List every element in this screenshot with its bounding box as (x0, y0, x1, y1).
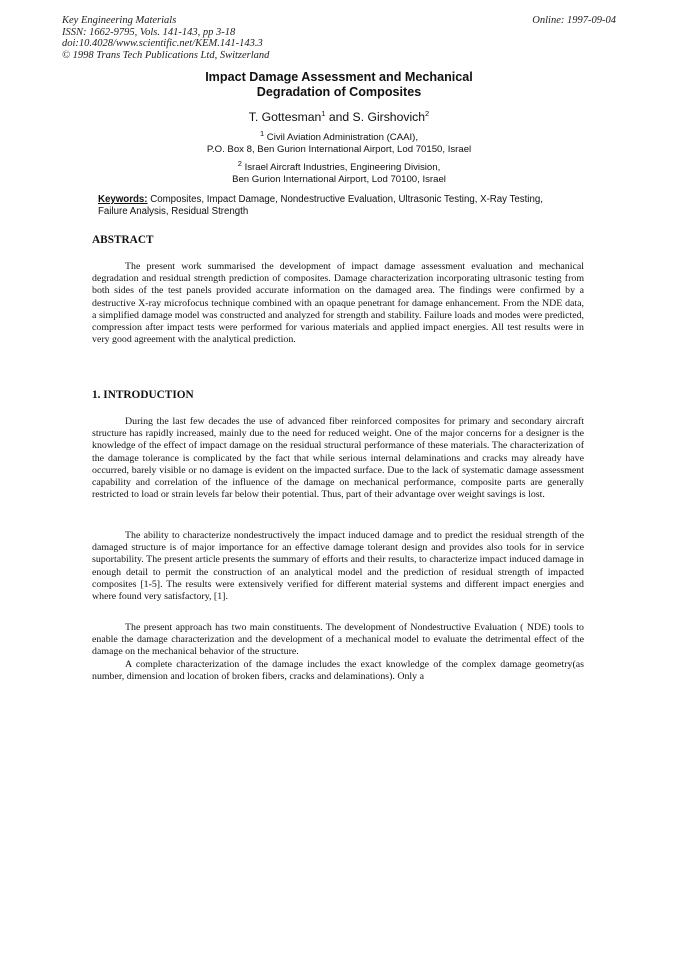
author-2-affiliation-mark: 2 (425, 108, 430, 118)
keywords-list: Composites, Impact Damage, Nondestructive Evaluation, Ultrasonic Testing, X-Ray Testing, Failure Analysis, Residual Strength (98, 194, 543, 217)
introduction-heading: 1. INTRODUCTION (92, 389, 194, 401)
author-1-affiliation-mark: 1 (321, 108, 326, 118)
author-2: and S. Girshovich (325, 110, 426, 124)
online-date: Online: 1997-09-04 (532, 15, 616, 26)
abstract-heading: ABSTRACT (92, 234, 154, 246)
keywords (98, 194, 568, 217)
author-1: T. Gottesman (248, 110, 322, 124)
intro-paragraph-4: A complete characterization of the damage includes the exact knowledge of the complex damage geometry(as number, dimension and location of broken fibers, cracks and delaminations). Only a (92, 659, 584, 683)
author-list (0, 110, 678, 124)
abstract-text: The present work summarised the development of impact damage assessment evaluation and mechanical degradation and residual strength prediction of composites. Damage characterization incorporating ultrasonic testing from both sides of the test panels provided accurate information on the damaged area. The findings were confirmed by a destructive X-ray microfocus technique combined with an opaque penetrant for damage enhancement. From the NDE data, a simplified damage model was constructed and analyzed for strength and stability. Failure loads and modes were predicted, compression after impact tests were performed for various materials and applied impact energies. All test results were in very good agreement with the analytical prediction. (92, 261, 584, 346)
affiliation-1-mark: 1 (259, 128, 265, 138)
affiliation-1-name: Civil Aviation Administration (CAAI), (264, 132, 419, 143)
intro-paragraph-2: The ability to characterize nondestructively the impact induced damage and to predict the residual strength of the damaged structure is of major importance for an effective damage tolerant design and provides also tools for in service suportability. The present article presents the summary of efforts and their results, to characterize impact induced damage in enough detail to permit the construction of an analytical model and the prediction of residual strength of impacted composites [1-5]. The results were extensively verified for different material systems and different impact energies and where found very satisfactory, [1]. (92, 530, 584, 603)
affiliation-1-address: P.O. Box 8, Ben Gurion International Airport, Lod 70150, Israel (206, 144, 472, 156)
affiliation-2-address: Ben Gurion International Airport, Lod 70100, Israel (232, 174, 446, 186)
affiliation-2-name: Israel Aircraft Industries, Engineering Division, (241, 162, 441, 173)
affiliation-2 (0, 158, 678, 187)
journal-name: Key Engineering Materials (62, 15, 177, 26)
affiliation-2-mark: 2 (237, 158, 242, 168)
intro-paragraph-3: The present approach has two main constituents. The development of Nondestructive Evaluation ( NDE) tools to enable the damage characterization and the development of a mechanical model to evaluate the detrimental effect of the damage on the mechanical behavior of the structure. (92, 622, 584, 658)
journal-header (62, 15, 269, 61)
issn-line: ISSN: 1662-9795, Vols. 141-143, pp 3-18 (62, 26, 236, 38)
paper-title (0, 70, 678, 100)
affiliation-1 (0, 128, 678, 157)
title-line-2: Degradation of Composites (256, 85, 422, 99)
keywords-label: Keywords: (98, 194, 148, 205)
title-line-1: Impact Damage Assessment and Mechanical (205, 70, 473, 84)
copyright-line: © 1998 Trans Tech Publications Ltd, Switzerland (62, 49, 270, 61)
doi-line[interactable]: doi:10.4028/www.scientific.net/KEM.141-143.3 (62, 38, 263, 49)
intro-paragraph-1: During the last few decades the use of advanced fiber reinforced composites for primary and secondary aircraft structure has rapidly increased, mainly due to the need for reduced weight. One of the major concerns for a designer is the knowledge of the effect of impact damage on the residual structural performance of these materials. The characterization of the damage tolerance is complicated by the fact that while serious internal delaminations and cracks may already have occurred, barely visible or no damage is evident on the impacted surface. Due to the lack of systematic damage assessment capability and correlation of the influence of the damage on mechanical performance, composite parts are generally restricted to load or strain levels far below their potential. Thus, part of their advantage over weight savings is lost. (92, 416, 584, 501)
